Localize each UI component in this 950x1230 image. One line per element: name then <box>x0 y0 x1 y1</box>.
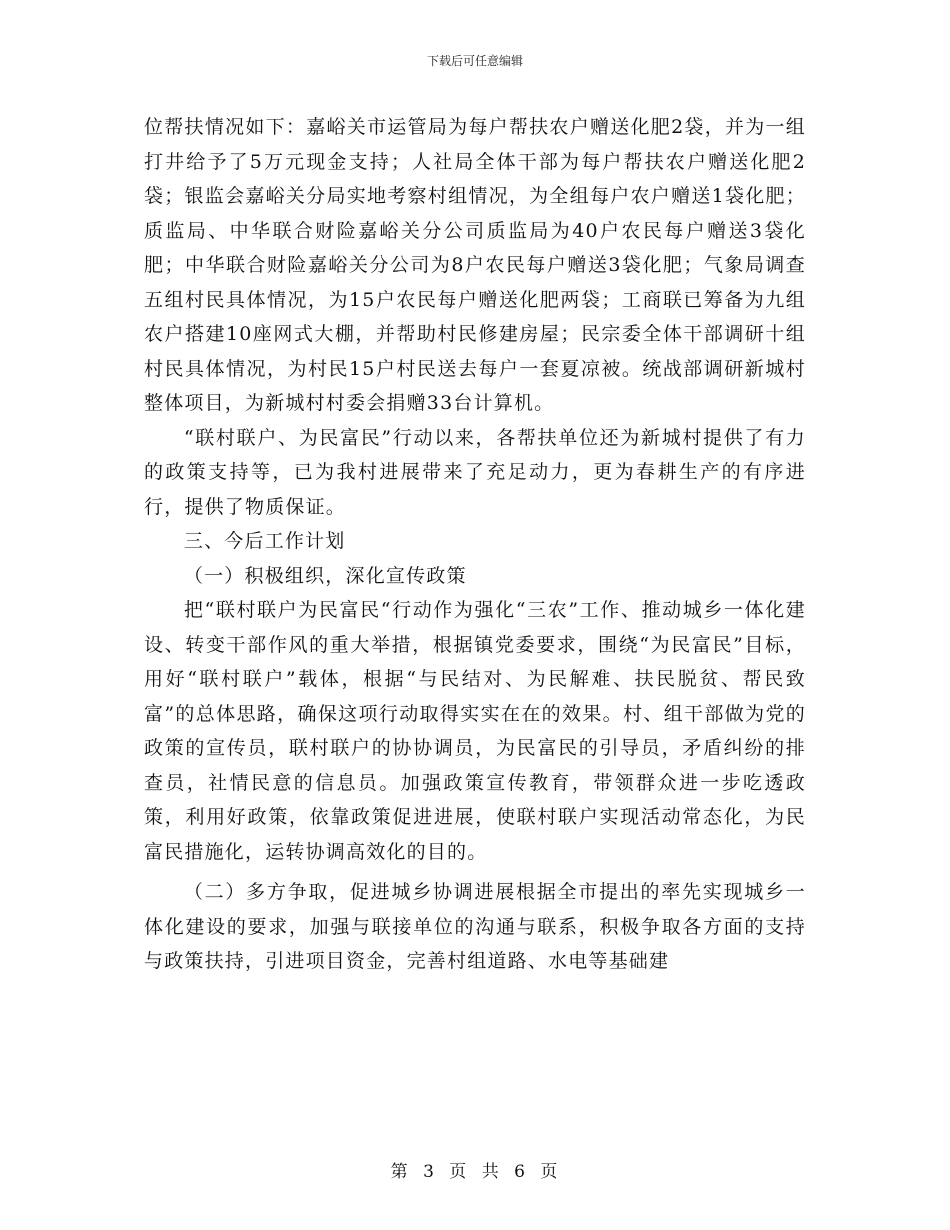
document-body <box>144 110 806 979</box>
paragraph-publicize-policy: 把“联村联户为民富民“行动作为强化“三农”工作、推动城乡一体化建设、转变干部作风的重大举措，根据镇党委要求，围绕“为民富民”目标，用好“联村联户”载体，根据“与民结对、为民解难、扶民脱贫、帮民致富”的总体思路，确保这项行动取得实实在在的效果。村、组干部做为党的政策的宣传员，联村联户的协协调员，为民富民的引导员，矛盾纠纷的排查员，社情民意的信息员。加强政策宣传教育，带领群众进一步吃透政策，利用好政策，依靠政策促进进展，使联村联户实现活动常态化，为民富民措施化，运转协调高效化的目的。 <box>144 599 806 863</box>
footer-page-word: 页 <box>449 1162 469 1182</box>
paragraph-support-details: 位帮扶情况如下：嘉峪关市运管局为每户帮扶农户赠送化肥2袋，并为一组打井给予了5万元现金支持；人社局全体干部为每户帮扶农户赠送化肥2袋；银监会嘉峪关分局实地考察村组情况，为全组每户农户赠送1袋化肥；质监局、中华联合财险嘉峪关分公司质监局为40户农民每户赠送3袋化肥；中华联合财险嘉峪关分公司为8户农民每户赠送3袋化肥；气象局调查五组村民具体情况，为15户农民每户赠送化肥两袋；工商联已筹备为九组农户搭建10座网式大棚，并帮助村民修建房屋；民宗委全体干部调研十组村民具体情况，为村民15户村民送去每户一套夏凉被。统战部调研新城村整体项目，为新城村村委会捐赠33台计算机。 <box>144 116 806 414</box>
section-heading-future-plan: 三、今后工作计划 <box>183 530 346 552</box>
paragraph-policy-support: “联村联户、为民富民”行动以来，各帮扶单位还为新城村提供了有力的政策支持等，已为我村进展带来了充足动力，更为春耕生产的有序进行，提供了物质保证。 <box>144 426 806 518</box>
footer-suffix: 页 <box>540 1162 560 1182</box>
page-header: 下载后可任意编辑 <box>426 54 523 68</box>
paragraph-coordinate-development: （二）多方争取，促进城乡协调进展根据全市提出的率先实现城乡一体化建设的要求，加强与联接单位的沟通与联系，积极争取各方面的支持与政策扶持，引进项目资金，完善村组道路、水电等基础建 <box>144 881 806 972</box>
footer-of-word: 共 <box>481 1162 501 1182</box>
footer-prefix: 第 <box>390 1162 410 1182</box>
subheading-organize-publicize: （一）积极组织，深化宣传政策 <box>183 564 467 587</box>
page-footer <box>0 1157 950 1182</box>
footer-total-pages: 6 <box>514 1162 527 1182</box>
footer-current-page: 3 <box>423 1162 436 1182</box>
